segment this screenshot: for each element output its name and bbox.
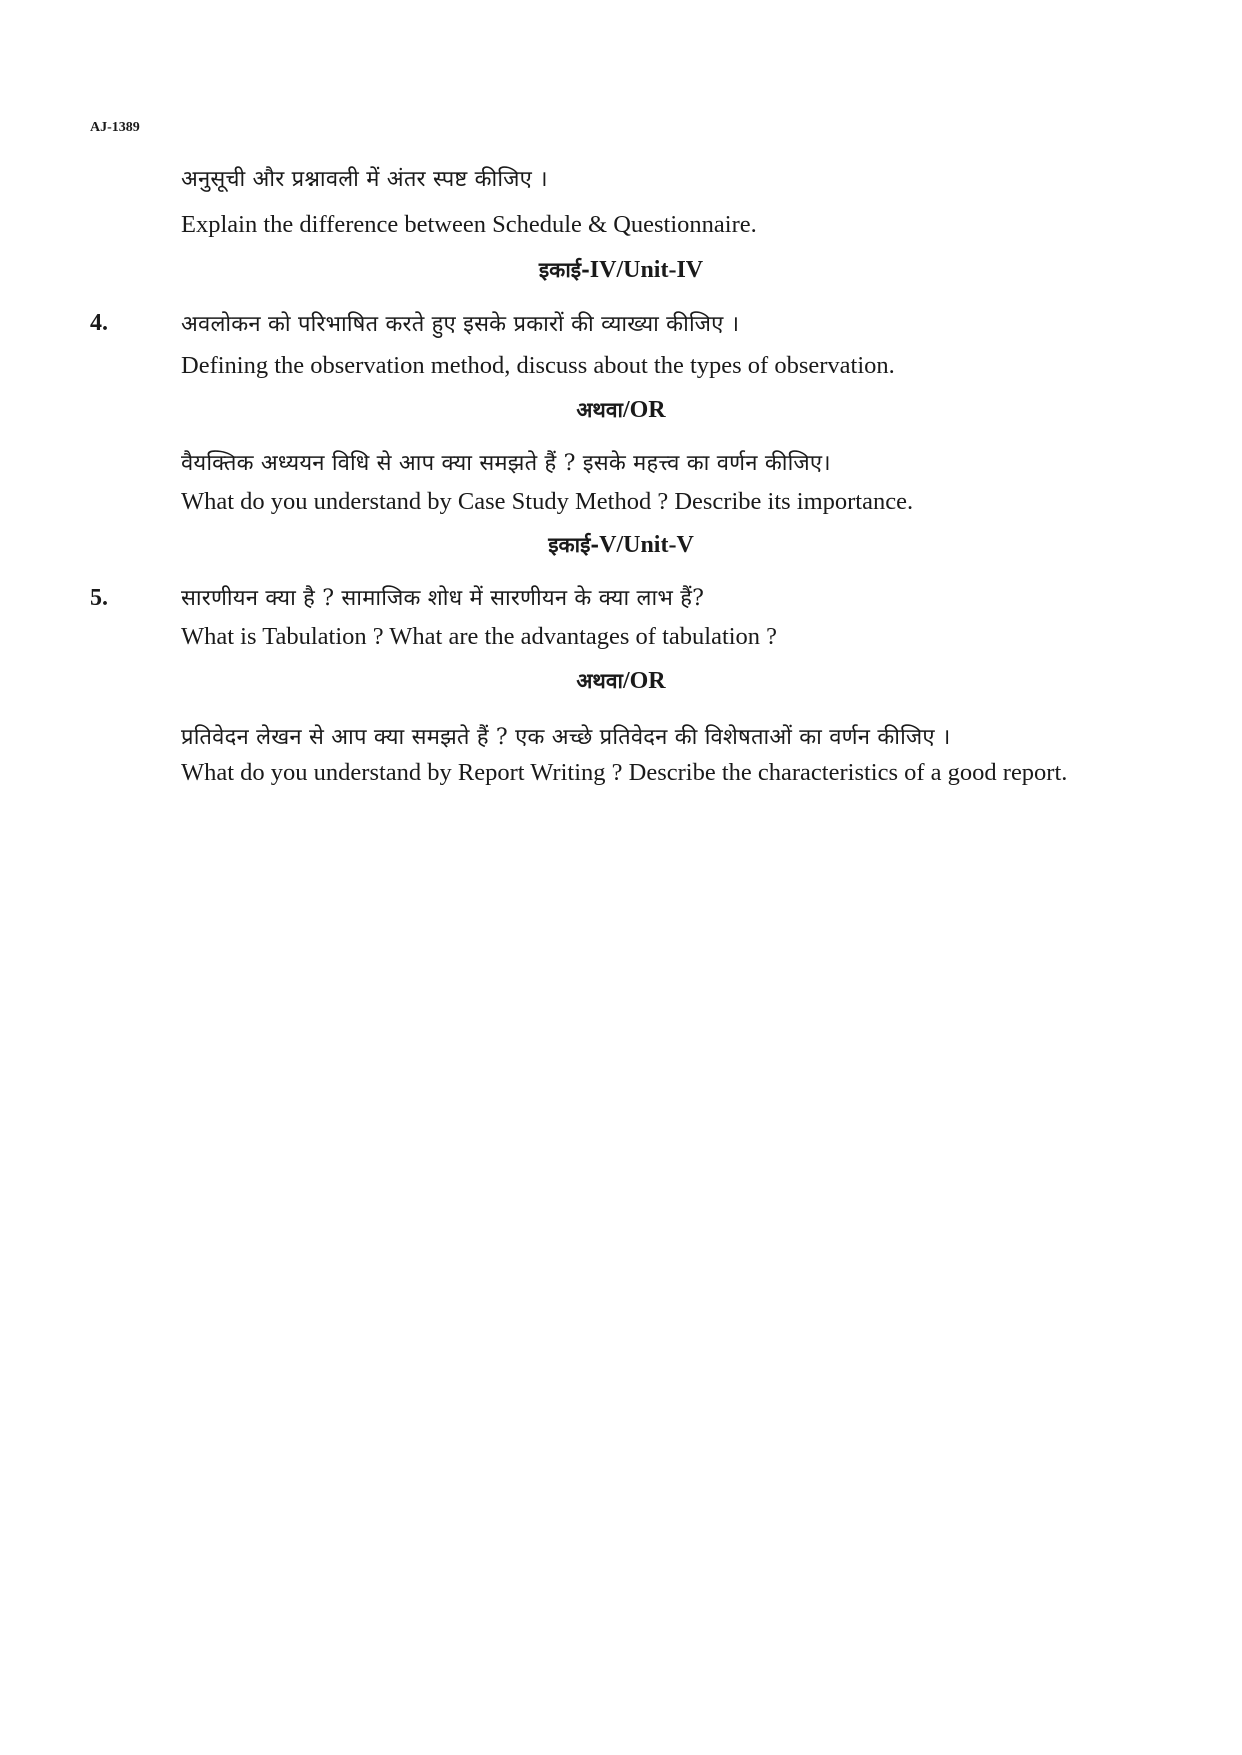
unit-4-heading	[0, 256, 1242, 284]
unit-4-hindi: इकाई-	[538, 257, 590, 282]
unit-5-hindi: इकाई-	[548, 532, 600, 557]
unit-5-english: V/Unit-V	[599, 532, 694, 558]
q3-or-english: Explain the difference between Schedule & Questionnaire.	[181, 211, 757, 238]
question-5-hindi: सारणीयन क्या है ? सामाजिक शोध में सारणीयन के क्या लाभ हैं?	[181, 586, 705, 611]
paper-code: AJ-1389	[90, 120, 140, 135]
or-english-1: /OR	[622, 397, 666, 423]
or-hindi-1: अथवा	[576, 397, 623, 422]
question-5-or-english: What do you understand by Report Writing ? Describe the characteristics of a good report.	[181, 759, 1068, 786]
q3-or-hindi: अनुसूची और प्रश्नावली में अंतर स्पष्ट कीजिए ।	[181, 167, 548, 192]
question-4-number: 4.	[90, 310, 108, 336]
or-hindi-2: अथवा	[576, 668, 623, 693]
unit-5-heading	[0, 531, 1242, 559]
question-5-number: 5.	[90, 585, 108, 611]
question-5-english: What is Tabulation ? What are the advantages of tabulation ?	[181, 623, 778, 650]
question-5-or-hindi: प्रतिवेदन लेखन से आप क्या समझते हैं ? एक अच्छे प्रतिवेदन की विशेषताओं का वर्णन कीजिए ।	[181, 725, 951, 750]
question-4-or-english: What do you understand by Case Study Method ? Describe its importance.	[181, 488, 914, 515]
or-divider-1	[0, 396, 1242, 424]
or-english-2: /OR	[622, 668, 666, 694]
question-4-or-hindi: वैयक्तिक अध्ययन विधि से आप क्या समझते हैं ? इसके महत्त्व का वर्णन कीजिए।	[181, 451, 831, 476]
or-divider-2	[0, 667, 1242, 695]
unit-4-english: IV/Unit-IV	[589, 257, 704, 283]
question-4-hindi: अवलोकन को परिभाषित करते हुए इसके प्रकारों की व्याख्या कीजिए ।	[181, 312, 740, 337]
question-4-english: Defining the observation method, discuss about the types of observation.	[181, 352, 895, 379]
